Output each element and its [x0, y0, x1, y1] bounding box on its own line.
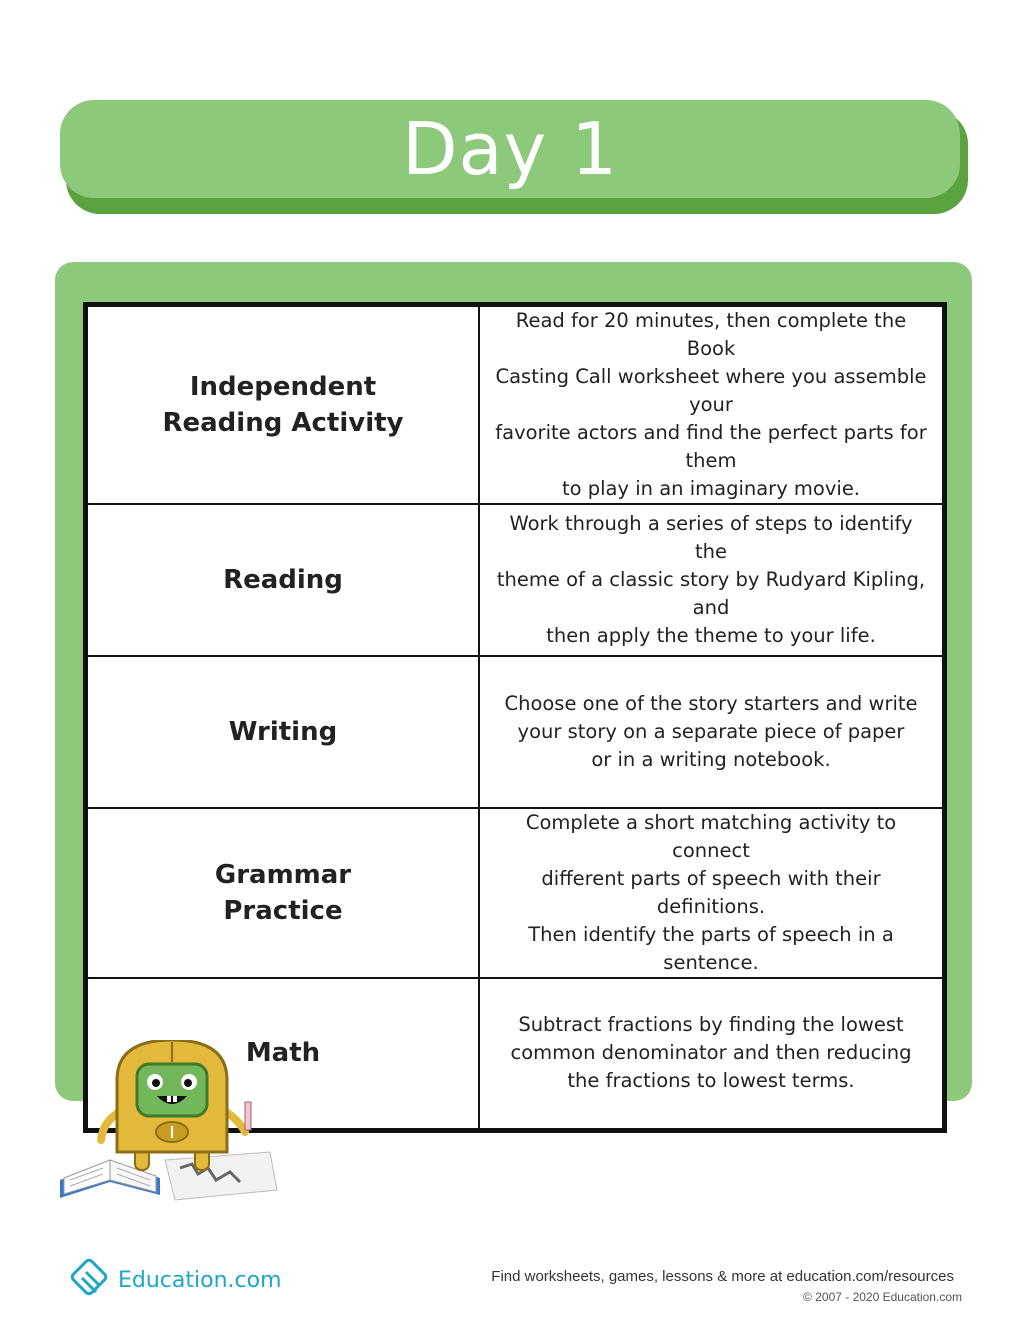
subject-label: Reading Activity [162, 408, 404, 438]
description-line: the fractions to lowest terms. [567, 1069, 855, 1093]
description-line: Subtract fractions by finding the lowest [518, 1013, 904, 1037]
description-cell [479, 305, 945, 505]
description-line: Casting Call worksheet where you assemble your [495, 365, 927, 416]
subject-label: Practice [223, 896, 343, 926]
description-cell [479, 504, 945, 656]
footer-tagline: Find worksheets, games, lessons & more at education.com/resources [491, 1268, 954, 1285]
table-row [86, 504, 945, 656]
subject-cell [86, 656, 480, 808]
description-line: Complete a short matching activity to connect [525, 811, 897, 862]
description-line: Read for 20 minutes, then complete the Book [515, 309, 907, 360]
description-cell [479, 656, 945, 808]
subject-cell [86, 305, 480, 505]
subject-cell [86, 504, 480, 656]
logo-text: Education.com [118, 1267, 282, 1293]
description-line: theme of a classic story by Rudyard Kipling, and [496, 568, 926, 619]
subject-label: Reading [223, 565, 343, 595]
subject-label: Writing [228, 717, 338, 747]
table-row [86, 305, 945, 505]
description-line: to play in an imaginary movie. [561, 477, 861, 500]
title-banner [60, 100, 960, 198]
paperclip-logo-icon [70, 1258, 114, 1302]
mascot-with-book-icon [55, 1040, 285, 1205]
description-cell [479, 978, 945, 1130]
subject-label: Grammar [214, 860, 352, 890]
footer-copyright: © 2007 - 2020 Education.com [803, 1290, 962, 1304]
description-line: favorite actors and find the perfect parts for them [495, 421, 927, 472]
description-line: then apply the theme to your life. [546, 624, 876, 647]
schedule-table [83, 302, 947, 1133]
description-line: common denominator and then reducing [510, 1041, 912, 1065]
description-line: Choose one of the story starters and write [504, 692, 918, 715]
description-line: different parts of speech with their definitions. [541, 867, 881, 918]
description-line: Work through a series of steps to identify the [509, 512, 913, 563]
subject-cell [86, 808, 480, 978]
education-logo[interactable] [70, 1258, 282, 1302]
page-title: Day 1 [402, 107, 618, 191]
subject-label: Math [245, 1038, 321, 1069]
description-line: or in a writing notebook. [591, 748, 831, 771]
description-line: your story on a separate piece of paper [517, 720, 905, 743]
subject-label: Independent [189, 372, 377, 402]
description-cell [479, 808, 945, 978]
table-row [86, 656, 945, 808]
table-row [86, 808, 945, 978]
description-line: Then identify the parts of speech in a sentence. [528, 923, 894, 974]
